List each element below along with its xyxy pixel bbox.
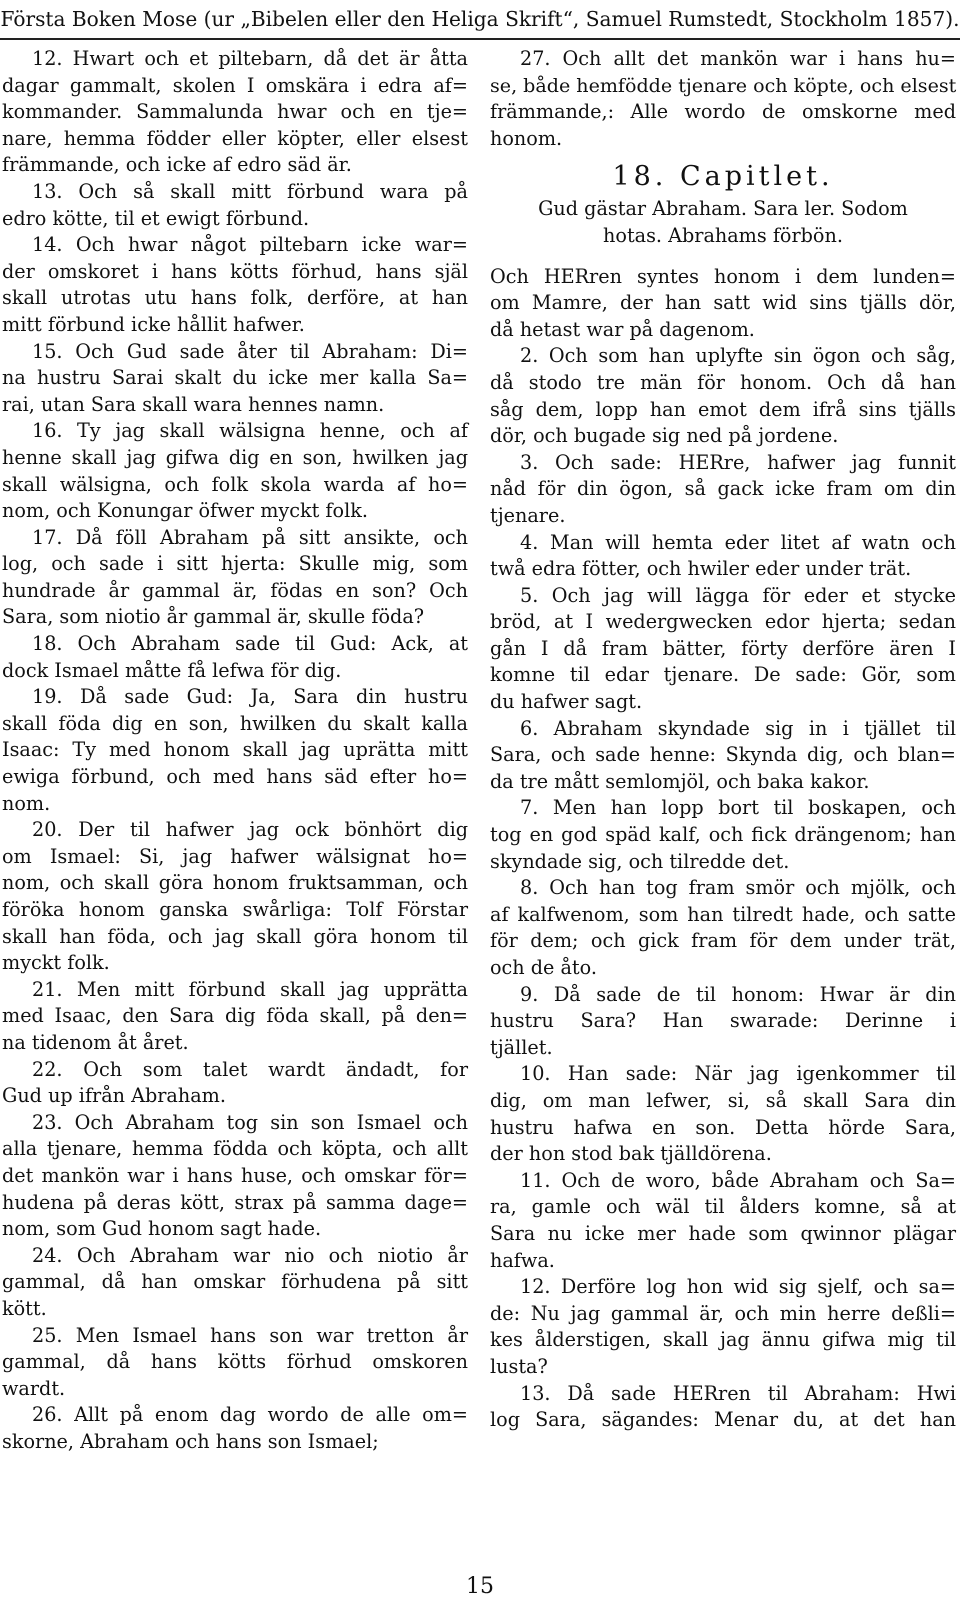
text-line: kommander. Sammalunda hwar och en tje= bbox=[2, 100, 468, 124]
text-line: hustru hafwa en son. Detta hörde Sara, bbox=[490, 1115, 956, 1139]
text-line: 4. Man will hemta eder litet af watn och bbox=[520, 530, 956, 554]
text-line: na tidenom åt året. bbox=[2, 1030, 189, 1054]
text-line: skyndade sig, och tilredde det. bbox=[490, 849, 790, 873]
text-line: Sara, och sade henne: Skynda dig, och blan= bbox=[490, 743, 956, 767]
text-line: om Mamre, der han satt wid sins tjälls dör, bbox=[490, 291, 956, 315]
text-line: tog en god späd kalf, och fick drängenom; han bbox=[490, 823, 956, 847]
text-line: dagar gammalt, skolen I omskära i edra af= bbox=[2, 73, 468, 97]
text-line: du hafwer sagt. bbox=[490, 690, 643, 714]
text-line: skorne, Abraham och hans son Ismael; bbox=[2, 1429, 379, 1453]
text-line: henne skall jag gifwa dig en son, hwilken jag bbox=[2, 445, 468, 469]
text-line: 10. Han sade: När jag igenkommer til bbox=[520, 1062, 956, 1086]
text-line: af kalfwenom, som han tilredt hade, och satte bbox=[490, 902, 956, 926]
text-line: 9. Då sade de til honom: Hwar är din bbox=[520, 982, 956, 1006]
text-line: rai, utan Sara skall wara hennes namn. bbox=[2, 392, 385, 416]
text-line: och de åto. bbox=[490, 956, 597, 979]
text-line: tjället. bbox=[490, 1035, 553, 1059]
text-line: kött. bbox=[2, 1296, 47, 1320]
text-line: lusta? bbox=[490, 1354, 548, 1378]
text-line: log Sara, sägandes: Menar du, at det han bbox=[490, 1408, 956, 1432]
text-line: hustru Sara? Han swarade: Derinne i bbox=[490, 1009, 956, 1033]
text-line: log, och sade i sitt hjerta: Skulle mig, som bbox=[2, 552, 468, 576]
text-line: 17. Då föll Abraham på sitt ansikte, och bbox=[32, 525, 468, 549]
text-line: 15. Och Gud sade åter til Abraham: Di= bbox=[32, 339, 468, 363]
text-line: 19. Då sade Gud: Ja, Sara din hustru bbox=[32, 685, 468, 709]
text-line: nom, och Konungar öfwer myckt folk. bbox=[2, 499, 368, 523]
text-line: hudena på deras kött, strax på samma dage= bbox=[2, 1190, 468, 1214]
text-line: 18. Och Abraham sade til Gud: Ack, at bbox=[32, 632, 468, 656]
text-line: alla tjenare, hemma födda och köpta, och allt bbox=[2, 1137, 468, 1161]
text-line: se, både hemfödde tjenare och köpte, och elsest bbox=[490, 74, 957, 97]
text-line: 13. Och så skall mitt förbund wara på bbox=[32, 179, 468, 203]
text-line: wardt. bbox=[2, 1376, 66, 1400]
text-line: nom, som Gud honom sagt hade. bbox=[2, 1217, 322, 1241]
text-line: såg dem, lopp han emot dem ifrå sins tjälls bbox=[490, 397, 956, 421]
text-line: 22. Och som talet wardt ändadt, for bbox=[32, 1057, 468, 1081]
chapter-heading: 18. Capitlet. bbox=[612, 161, 834, 193]
text-line: 13. Då sade HERren til Abraham: Hwi bbox=[520, 1381, 956, 1405]
right-column-body bbox=[490, 264, 956, 1434]
text-line: der hon stod bak tjälldörena. bbox=[490, 1142, 772, 1166]
text-line: nare, hemma födder eller köpter, eller elsest bbox=[2, 126, 468, 150]
text-line: honom. bbox=[490, 126, 563, 150]
text-line: 27. Och allt det mankön war i hans hu= bbox=[520, 47, 956, 70]
text-line: tjenare. bbox=[490, 503, 566, 527]
text-line: nom. bbox=[2, 791, 51, 815]
text-line: om Ismael: Si, jag hafwer wälsignat ho= bbox=[2, 844, 468, 868]
text-line: Och HERren syntes honom i dem lunden= bbox=[490, 264, 956, 288]
text-line: dock Ismael måtte få lefwa för dig. bbox=[2, 658, 342, 682]
chapter-summary bbox=[490, 196, 956, 249]
text-line: skall wälsigna, och folk skola warda af ho= bbox=[2, 472, 468, 496]
text-line: 24. Och Abraham war nio och niotio år bbox=[32, 1243, 468, 1267]
text-line: da tre mått semlomjöl, och baka kakor. bbox=[490, 769, 870, 793]
running-header: Första Boken Mose (ur „Bibelen eller den Heliga Skrift“, Samuel Rumstedt, Stockholm 1857). bbox=[0, 7, 960, 31]
text-line: gammal, då hans kötts förhud omskoren bbox=[2, 1350, 468, 1374]
text-line: kes ålderstigen, skall jag ännu gifwa mig til bbox=[490, 1328, 956, 1352]
text-line: dig, om man lefwer, si, så skall Sara din bbox=[490, 1088, 956, 1112]
chapter-summary-line: hotas. Abrahams förbön. bbox=[603, 223, 843, 247]
text-line: mitt förbund icke hållit hafwer. bbox=[2, 312, 305, 336]
text-line: Sara nu icke mer hade som qwinnor plägar bbox=[490, 1221, 956, 1245]
text-line: 23. Och Abraham tog sin son Ismael och bbox=[32, 1110, 468, 1134]
text-line: 12. Hwart och et piltebarn, då det är åtta bbox=[32, 47, 468, 70]
text-line: med Isaac, den Sara dig föda skall, på den= bbox=[2, 1004, 468, 1028]
text-line: skall utrotas utu hans folk, derföre, at han bbox=[2, 286, 468, 310]
text-line: 7. Men han lopp bort til boskapen, och bbox=[520, 796, 956, 820]
text-line: skall han föda, och jag skall göra honom til bbox=[2, 924, 468, 948]
text-line: edro kötte, til et ewigt förbund. bbox=[2, 206, 310, 230]
text-line: Sara, som niotio år gammal är, skulle föda? bbox=[2, 605, 425, 629]
right-column bbox=[490, 46, 956, 1434]
text-line: hundrade år gammal är, födas en son? Och bbox=[2, 578, 468, 602]
text-line: dör, och bugade sig ned på jordene. bbox=[490, 424, 839, 448]
text-line: 11. Och de woro, både Abraham och Sa= bbox=[520, 1168, 956, 1192]
text-line: det mankön war i hans huse, och omskar för= bbox=[2, 1163, 468, 1187]
text-line: 3. Och sade: HERre, hafwer jag funnit bbox=[520, 450, 956, 474]
text-line: för dem; och gick fram för dem under trät, bbox=[490, 929, 956, 953]
text-line: 12. Derföre log hon wid sig sjelf, och sa= bbox=[520, 1275, 956, 1299]
text-line: komne til edar tjenare. De sade: Gör, som bbox=[490, 663, 956, 687]
text-line: twå edra fötter, och hwiler eder under trät. bbox=[490, 557, 912, 581]
left-column bbox=[2, 46, 468, 1455]
text-line: då hetast war på dagenom. bbox=[490, 317, 755, 341]
text-line: nom, och skall göra honom fruktsamman, och bbox=[2, 871, 468, 895]
text-line: ewiga förbund, och med hans säd efter ho= bbox=[2, 765, 468, 789]
text-line: Isaac: Ty med honom skall jag uprätta mitt bbox=[2, 738, 468, 762]
text-line: der omskoret i hans kötts förhud, hans själ bbox=[2, 259, 468, 283]
summary-gap bbox=[490, 250, 956, 264]
text-line: 21. Men mitt förbund skall jag upprätta bbox=[32, 977, 468, 1001]
text-line: 5. Och jag will lägga för eder et stycke bbox=[520, 583, 956, 607]
right-column-continuation bbox=[490, 46, 956, 152]
chapter-summary-line: Gud gästar Abraham. Sara ler. Sodom bbox=[538, 197, 908, 221]
text-line: föröka honom ganska swårliga: Tolf Förstar bbox=[2, 898, 468, 921]
text-line: 26. Allt på enom dag wordo de alle om= bbox=[32, 1403, 468, 1427]
text-line: 6. Abraham skyndade sig in i tjället til bbox=[520, 716, 956, 740]
text-line: 16. Ty jag skall wälsigna henne, och af bbox=[32, 419, 468, 443]
text-line: främmande,: Alle wordo de omskorne med bbox=[490, 100, 956, 124]
page-number: 15 bbox=[466, 1574, 494, 1599]
header-rule bbox=[0, 38, 960, 40]
text-line: bröd, at I wedergwecken edor hjerta; sedan bbox=[490, 610, 956, 634]
text-line: de: Nu jag gammal är, och min herre deßli= bbox=[490, 1301, 956, 1325]
text-line: främmande, och icke af edro säd är. bbox=[2, 153, 352, 177]
text-line: hafwa. bbox=[490, 1248, 555, 1272]
text-line: gammal, då han omskar förhudena på sitt bbox=[2, 1270, 468, 1294]
text-line: 20. Der til hafwer jag ock bönhört dig bbox=[32, 818, 468, 842]
text-line: då stodo tre män för honom. Och då han bbox=[490, 370, 956, 394]
text-line: myckt folk. bbox=[2, 951, 110, 975]
text-line: Gud up ifrån Abraham. bbox=[2, 1084, 226, 1108]
text-line: gån I då fram bätter, förty derföre ären I bbox=[490, 636, 956, 660]
text-line: 2. Och som han uplyfte sin ögon och såg, bbox=[520, 344, 956, 368]
text-line: 14. Och hwar något piltebarn icke war= bbox=[32, 233, 468, 257]
text-line: 8. Och han tog fram smör och mjölk, och bbox=[520, 876, 956, 900]
text-line: ra, gamle och wäl til ålders komne, så at bbox=[490, 1195, 956, 1219]
text-line: nåd för din ögon, så gack icke fram om din bbox=[490, 477, 956, 501]
text-line: skall föda dig en son, hwilken du skalt kalla bbox=[2, 711, 468, 735]
text-line: 25. Men Ismael hans son war tretton år bbox=[32, 1323, 468, 1347]
text-line: na hustru Sarai skalt du icke mer kalla Sa= bbox=[2, 366, 468, 390]
